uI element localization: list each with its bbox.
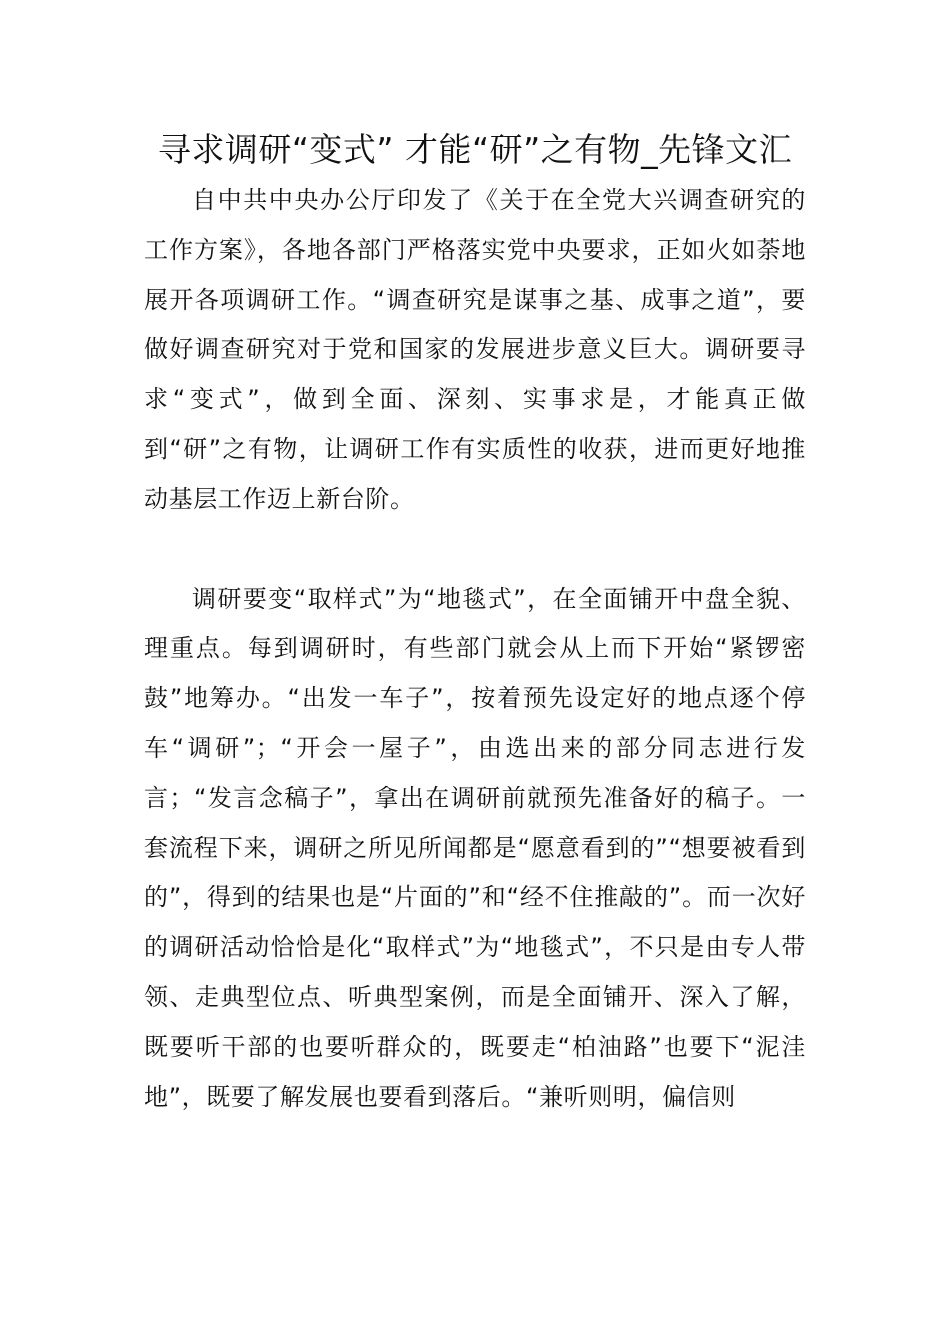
body-paragraph-intro: 自中共中央办公厅印发了《关于在全党大兴调查研究的工作方案》，各地各部门严格落实党中央要求，正如火如荼地展开各项调研工作。“调查研究是谋事之基、成事之道”，要做好调查研究对于党和国家的发展进步意义巨大。调研要寻求“变式”，做到全面、深刻、实事求是，才能真正做到“研”之有物，让调研工作有实质性的收获，进而更好地推动基层工作迈上新台阶。 [144,186,806,513]
body-paragraph-carpet-survey: 调研要变“取样式”为“地毯式”，在全面铺开中盘全貌、理重点。每到调研时，有些部门就会从上而下开始“紧锣密鼓”地筹办。“出发一车子”，按着预先设定好的地点逐个停车“调研”；“开会一屋子”，由选出来的部分同志进行发言；“发言念稿子”，拿出在调研前就预先准备好的稿子。一套流程下来，调研之所见所闻都是“愿意看到的”“想要被看到的”，得到的结果也是“片面的”和“经不住推敲的”。而一次好的调研活动恰恰是化“取样式”为“地毯式”，不只是由专人带领、走典型位点、听典型案例，而是全面铺开、深入了解，既要听干部的也要听群众的，既要走“柏油路”也要下“泥洼地”，既要了解发展也要看到落后。“兼听则明，偏信则 [144,584,806,1111]
document-page [144,126,806,1122]
document-title: 寻求调研“变式” 才能“研”之有物_先锋文汇 [157,130,793,169]
